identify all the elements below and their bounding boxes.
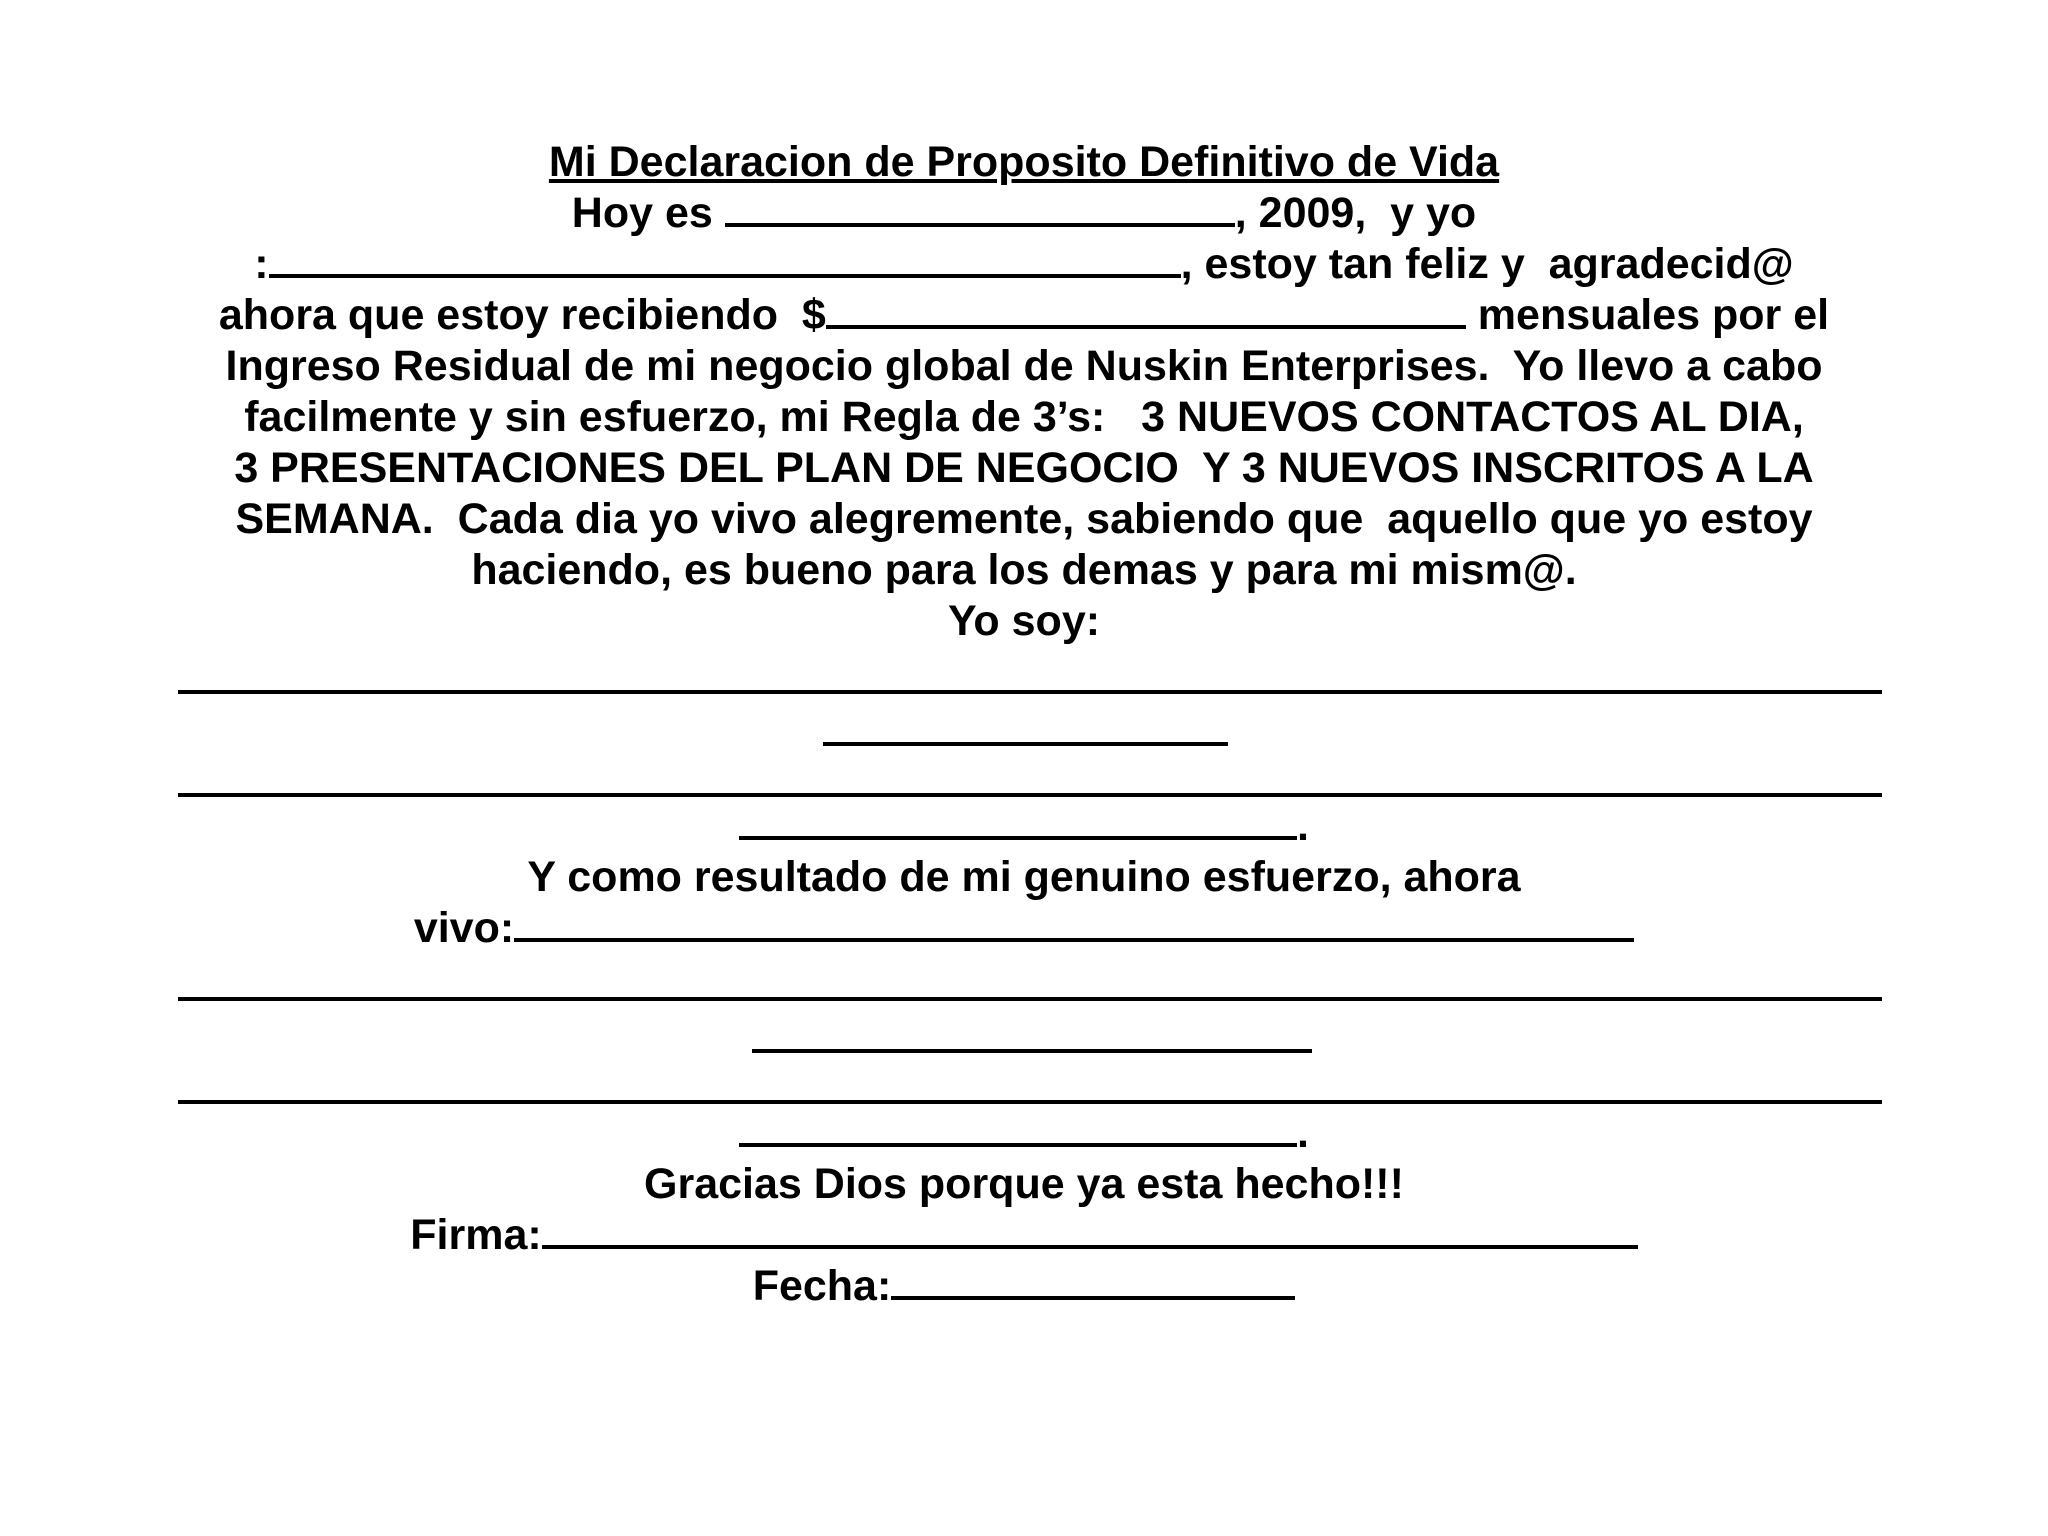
- signature-line: [0, 1209, 2048, 1261]
- name-blank[interactable]: [269, 240, 1181, 278]
- body-line: 3 PRESENTACIONES DEL PLAN DE NEGOCIO Y 3 NUEVOS INSCRITOS A LA: [234, 444, 1814, 492]
- body-line: haciendo, es bueno para los demas y para mi mism@.: [471, 546, 1577, 594]
- period-mark: .: [1297, 802, 1309, 850]
- vivo-blank-line-4[interactable]: [178, 1100, 1882, 1104]
- signature-blank[interactable]: [542, 1211, 1638, 1249]
- vivo-blank-line-1[interactable]: [514, 904, 1634, 942]
- name-line-prefix: :: [254, 240, 269, 288]
- name-line-suffix: , estoy tan feliz y agradecid@: [1180, 240, 1794, 288]
- body-line: facilmente y sin esfuerzo, mi Regla de 3’s: 3 NUEVOS CONTACTOS AL DIA,: [244, 393, 1804, 441]
- gratitude-line: Gracias Dios porque ya esta hecho!!!: [644, 1160, 1404, 1208]
- yo-soy-blank-line-3[interactable]: [178, 793, 1882, 797]
- body-line: Ingreso Residual de mi negocio global de Nuskin Enterprises. Yo llevo a cabo: [225, 342, 1823, 390]
- period-mark: .: [1297, 1109, 1309, 1157]
- vivo-label: vivo:: [413, 904, 515, 952]
- yo-soy-closing-line: [0, 800, 2048, 852]
- vivo-line: [0, 902, 2048, 954]
- vivo-blank-line-2[interactable]: [178, 997, 1882, 1001]
- date-signature-line: [0, 1260, 2048, 1312]
- date-line: [0, 187, 2048, 239]
- result-line: Y como resultado de mi genuino esfuerzo, ahora: [527, 853, 1521, 901]
- yo-soy-blank-line-4[interactable]: [739, 802, 1297, 840]
- yo-soy-label: Yo soy:: [947, 597, 1101, 645]
- yo-soy-blank-line-1[interactable]: [178, 690, 1882, 694]
- vivo-closing-line: [0, 1107, 2048, 1159]
- date-blank[interactable]: [725, 189, 1235, 227]
- fecha-label: Fecha:: [752, 1262, 892, 1310]
- vivo-blank-line-5[interactable]: [739, 1109, 1297, 1147]
- amount-line: [0, 289, 2048, 341]
- amount-blank[interactable]: [826, 291, 1466, 329]
- fecha-blank[interactable]: [891, 1262, 1295, 1300]
- vivo-blank-line-3[interactable]: [752, 1049, 1312, 1053]
- firma-label: Firma:: [410, 1211, 542, 1259]
- date-line-suffix: , 2009, y yo: [1234, 189, 1477, 237]
- page-title: Mi Declaracion de Proposito Definitivo de Vida: [548, 138, 1500, 186]
- body-line: SEMANA. Cada dia yo vivo alegremente, sabiendo que aquello que yo estoy: [235, 495, 1813, 543]
- amount-line-prefix: ahora que estoy recibiendo $: [218, 291, 826, 339]
- yo-soy-blank-line-2[interactable]: [823, 742, 1228, 746]
- amount-line-suffix: mensuales por el: [1465, 291, 1830, 339]
- name-line: [0, 238, 2048, 290]
- date-line-prefix: Hoy es: [571, 189, 725, 237]
